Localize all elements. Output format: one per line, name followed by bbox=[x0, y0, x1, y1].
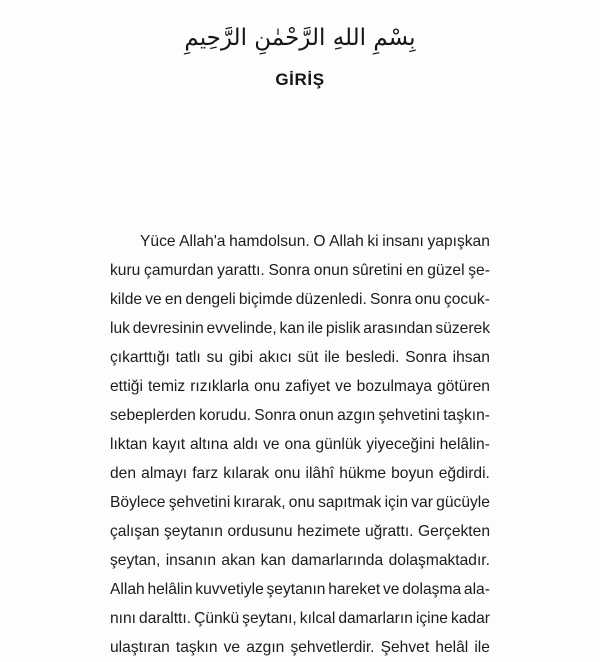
body-word: zafiyet bbox=[285, 378, 331, 395]
body-word: sûretini bbox=[352, 262, 403, 279]
body-word: çıkarttığı bbox=[110, 349, 170, 366]
body-word: insanın bbox=[165, 552, 216, 569]
body-word: içine bbox=[415, 610, 448, 627]
body-word: ve bbox=[223, 639, 241, 656]
body-line bbox=[110, 488, 490, 517]
body-line bbox=[110, 604, 490, 633]
body-word: korudu. bbox=[199, 407, 252, 424]
basmala-text: بِسْمِ اللهِ الرَّحْمٰنِ الرَّحِيمِ bbox=[184, 25, 416, 51]
body-word: almayı bbox=[141, 465, 188, 482]
body-word: damarların bbox=[338, 610, 413, 627]
body-line bbox=[110, 546, 490, 575]
body-word: ulaştıran bbox=[110, 639, 170, 656]
body-word: şeytanın bbox=[266, 581, 326, 598]
body-word: evvelinde, bbox=[206, 320, 277, 337]
body-word: hükme bbox=[339, 465, 387, 482]
body-word: taşkın bbox=[175, 639, 218, 656]
body-word: ve bbox=[335, 378, 352, 395]
body-word: kuvvetiyle bbox=[195, 581, 264, 598]
body-word: pislik bbox=[325, 320, 361, 337]
body-word: en bbox=[164, 291, 183, 308]
body-word: uğrattı. bbox=[364, 523, 414, 540]
body-word: O bbox=[313, 233, 326, 250]
body-word: azgın bbox=[246, 639, 285, 656]
body-word: Sonra bbox=[405, 349, 447, 366]
body-word: boyun bbox=[391, 465, 434, 482]
body-word: Allah bbox=[110, 581, 145, 598]
body-word: ilâhî bbox=[305, 465, 335, 482]
body-word: ile bbox=[324, 349, 340, 366]
body-word: kılarak bbox=[223, 465, 270, 482]
body-word: şeytan, bbox=[110, 552, 161, 569]
body-word: Sonra bbox=[254, 407, 296, 424]
body-word: temiz bbox=[147, 378, 186, 395]
body-word: Böylece bbox=[110, 494, 166, 511]
body-word: nını bbox=[110, 610, 137, 627]
body-word: Şehvet bbox=[380, 639, 430, 656]
body-word: gibi bbox=[228, 349, 254, 366]
body-word: şehvetlerdir. bbox=[290, 639, 375, 656]
body-word: ve bbox=[382, 581, 400, 598]
body-word: ile bbox=[307, 320, 324, 337]
body-word: dolaşma bbox=[402, 581, 462, 598]
basmala-block bbox=[0, 18, 600, 58]
body-word: günlük bbox=[315, 436, 362, 453]
body-word: onu bbox=[288, 494, 315, 511]
body-word: kadar bbox=[450, 610, 490, 627]
body-line bbox=[110, 227, 490, 256]
body-word: besledi. bbox=[345, 349, 400, 366]
body-word: kan bbox=[279, 320, 305, 337]
body-word: hamdolsun. bbox=[229, 233, 310, 250]
body-word: rızıklarla bbox=[190, 378, 250, 395]
body-word: aldı bbox=[233, 436, 259, 453]
body-word: ettiği bbox=[110, 378, 143, 395]
body-word: ordusunu bbox=[227, 523, 293, 540]
body-word: götüren bbox=[437, 378, 490, 395]
body-word: Gerçekten bbox=[418, 523, 490, 540]
body-word: Çünkü bbox=[194, 610, 240, 627]
body-word: yarattı. bbox=[217, 262, 265, 279]
body-word: sapıtmak bbox=[318, 494, 382, 511]
body-line bbox=[110, 285, 490, 314]
body-word: gücüyle bbox=[436, 494, 490, 511]
body-word: lıktan bbox=[110, 436, 148, 453]
body-word: azgın bbox=[337, 407, 376, 424]
body-word: hareket bbox=[328, 581, 381, 598]
body-word: ve bbox=[145, 291, 162, 308]
body-word: daralttı. bbox=[139, 610, 192, 627]
body-word: yiyeceğini bbox=[366, 436, 435, 453]
body-word: düzenledi. bbox=[295, 291, 367, 308]
body-word: şeytanı, bbox=[242, 610, 297, 627]
body-paragraph bbox=[110, 227, 490, 662]
body-word: kilde bbox=[110, 291, 143, 308]
body-word: Allah'a bbox=[179, 233, 226, 250]
body-word: çocuk- bbox=[443, 291, 490, 308]
body-word: çalışan bbox=[110, 523, 160, 540]
body-word: dengeli bbox=[185, 291, 236, 308]
body-word: sebeplerden bbox=[110, 407, 196, 424]
body-word: ihsan bbox=[452, 349, 490, 366]
body-word: den bbox=[110, 465, 137, 482]
body-word: yapışkan bbox=[427, 233, 490, 250]
body-word: helâlin- bbox=[439, 436, 490, 453]
body-word: taşkın- bbox=[443, 407, 490, 424]
body-line bbox=[110, 517, 490, 546]
body-line bbox=[110, 633, 490, 662]
page-title: GİRİŞ bbox=[275, 70, 325, 89]
body-word: şehvetini bbox=[378, 407, 440, 424]
body-word: insanı bbox=[382, 233, 424, 250]
body-word: en bbox=[406, 262, 424, 279]
body-word: luk bbox=[110, 320, 130, 337]
body-word: kırarak, bbox=[233, 494, 286, 511]
body-word: eğdirdi. bbox=[438, 465, 490, 482]
section-heading-block bbox=[0, 70, 600, 90]
body-word: farz bbox=[192, 465, 219, 482]
body-word: ona bbox=[284, 436, 311, 453]
body-word: helâlin bbox=[147, 581, 193, 598]
body-word: kan bbox=[260, 552, 286, 569]
body-word: ile bbox=[474, 639, 490, 656]
body-line bbox=[110, 256, 490, 285]
body-line bbox=[110, 372, 490, 401]
body-word: şeytanın bbox=[163, 523, 223, 540]
body-line bbox=[110, 430, 490, 459]
body-word: arasından bbox=[363, 320, 433, 337]
body-word: su bbox=[206, 349, 224, 366]
body-word: bozulmaya bbox=[356, 378, 433, 395]
body-word: onun bbox=[299, 407, 334, 424]
body-line bbox=[110, 343, 490, 372]
body-word: devresinin bbox=[132, 320, 204, 337]
body-word: altına bbox=[190, 436, 229, 453]
body-word: süzerek bbox=[435, 320, 490, 337]
body-word: Yüce bbox=[140, 233, 176, 250]
body-word: ve bbox=[263, 436, 280, 453]
body-word: şehvetini bbox=[168, 494, 231, 511]
body-word: biçimde bbox=[238, 291, 293, 308]
body-word: hezimete bbox=[297, 523, 361, 540]
body-word: süt bbox=[297, 349, 319, 366]
body-word: ki bbox=[367, 233, 379, 250]
body-word: Sonra bbox=[369, 291, 412, 308]
body-word: akan bbox=[221, 552, 256, 569]
body-word: dolaşmaktadır. bbox=[388, 552, 490, 569]
body-word: kuru bbox=[110, 262, 141, 279]
body-word: kayıt bbox=[152, 436, 186, 453]
body-word: onu bbox=[414, 291, 441, 308]
body-line bbox=[110, 459, 490, 488]
body-line bbox=[110, 314, 490, 343]
body-word: Allah bbox=[329, 233, 364, 250]
body-word: akıcı bbox=[258, 349, 292, 366]
body-line bbox=[110, 401, 490, 430]
body-word: helâl bbox=[435, 639, 469, 656]
body-word: için bbox=[384, 494, 408, 511]
body-word: var bbox=[411, 494, 433, 511]
body-word: ala- bbox=[463, 581, 490, 598]
body-word: onun bbox=[313, 262, 349, 279]
body-word: onu bbox=[274, 465, 301, 482]
body-word: güzel bbox=[427, 262, 465, 279]
body-word: Sonra bbox=[268, 262, 311, 279]
body-word: kılcal bbox=[299, 610, 336, 627]
body-word: tatlı bbox=[175, 349, 201, 366]
body-word: çamurdan bbox=[144, 262, 214, 279]
body-word: şe- bbox=[468, 262, 490, 279]
body-word: onu bbox=[254, 378, 281, 395]
body-word: damarlarında bbox=[291, 552, 384, 569]
